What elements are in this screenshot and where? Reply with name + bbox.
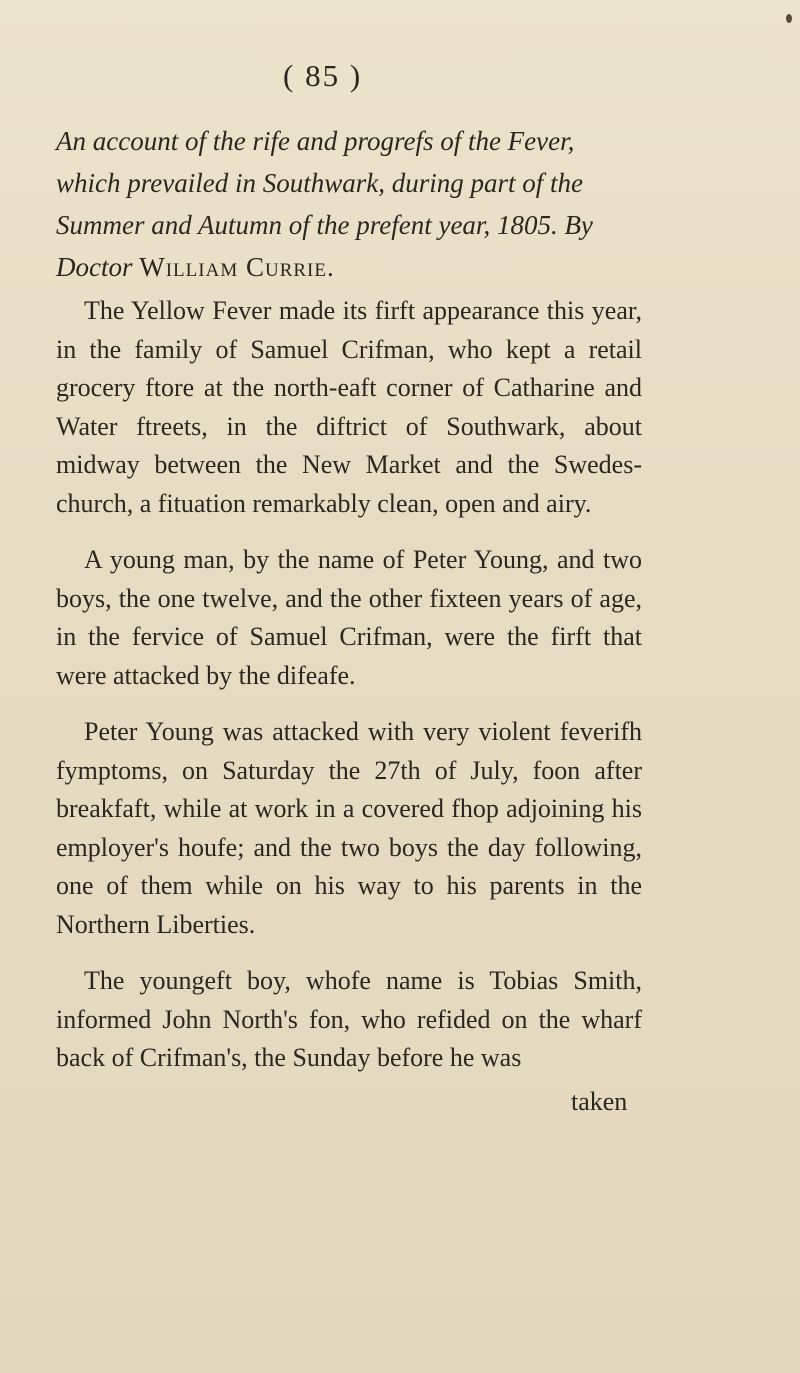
paragraph-4: The youngeft boy, whofe name is Tobias Smith, informed John North's fon, who refided on the wharf back of Crifman's, the Sunday before he was [56, 966, 642, 1072]
title-line-3: Summer and Autumn of the prefent year, 1805. By [56, 210, 593, 240]
article-title [56, 120, 656, 288]
ink-fleck [786, 14, 792, 23]
paragraph-3: Peter Young was attacked with very violent feverifh fymptoms, on Saturday the 27th of July, foon after breakfaft, while at work in a covered fhop adjoining his employer's houfe; and the two boys the day following, one of them while on his way to his parents in the Northern Liberties. [56, 717, 642, 939]
body-text [56, 292, 642, 1096]
page-number: ( 85 ) [283, 58, 363, 93]
paragraph-2: A young man, by the name of Peter Young, and two boys, the one twelve, and the other fixteen years of age, in the fervice of Samuel Crifman, were the firft that were attacked by the difeafe. [56, 545, 642, 690]
title-line-1: An account of the rife and progrefs of the Fever, [56, 126, 575, 156]
title-line-4 [56, 246, 656, 288]
author-prefix: Doctor [56, 252, 133, 282]
catch-word: taken [571, 1087, 628, 1116]
title-line-2: which prevailed in Southwark, during part of the [56, 168, 583, 198]
author-name: William Currie. [139, 252, 335, 282]
paragraph-1: The Yellow Fever made its firft appearance this year, in the family of Samuel Crifman, who kept a retail grocery ftore at the north-eaft corner of Catharine and Water ftreets, in the diftrict of Southwark, about midway between the New Market and the Swedes-church, a fituation remarkably clean, open and airy. [56, 296, 642, 518]
